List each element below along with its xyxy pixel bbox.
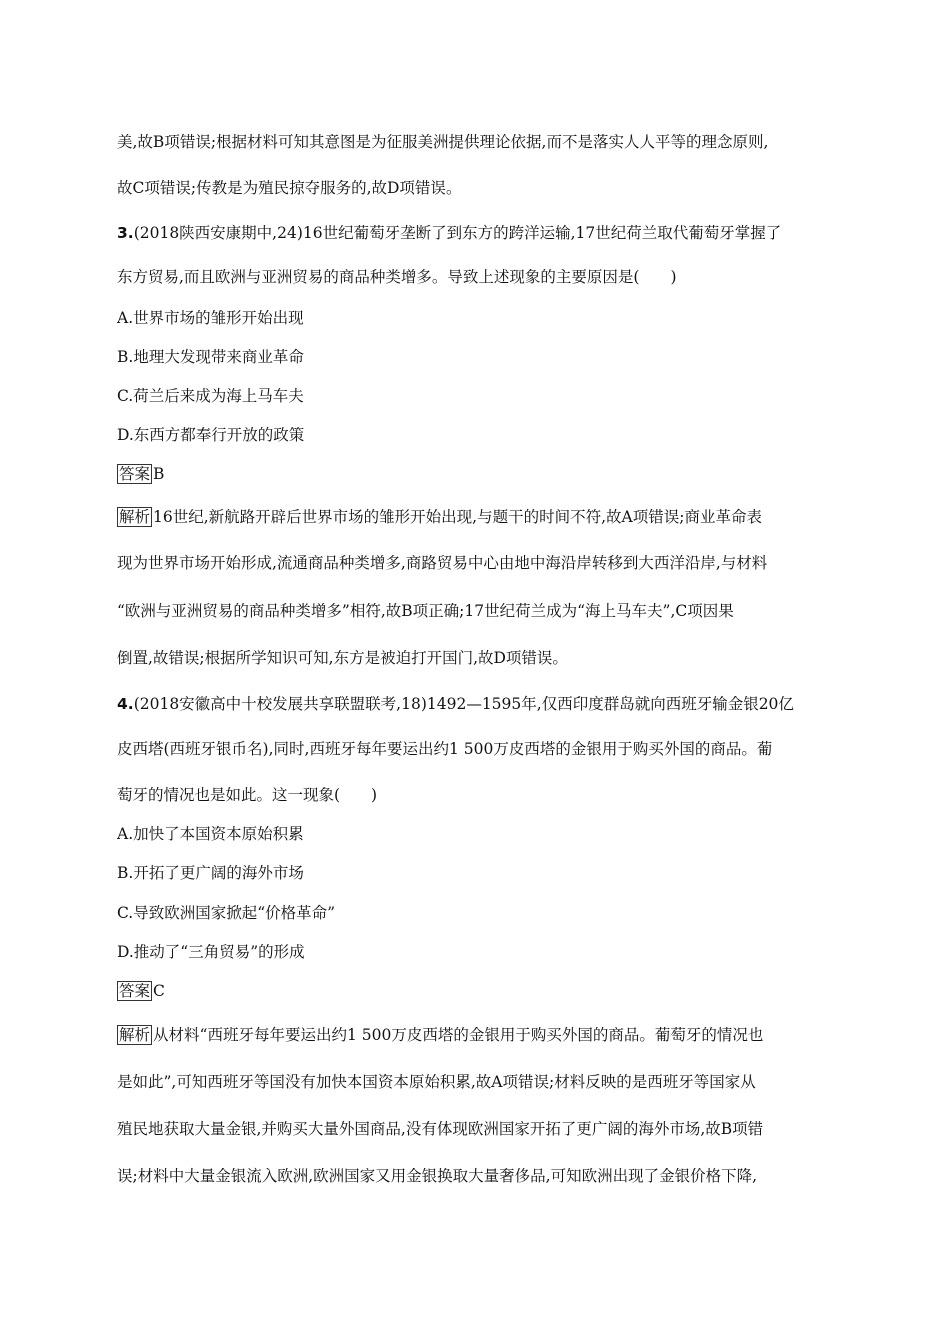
question-4-option-c: C.导致欧洲国家掀起“价格革命” xyxy=(117,904,336,922)
question-4-explanation-text-1: 从材料“西班牙每年要运出约1 500万皮西塔的金银用于购买外国的商品。葡萄牙的情况也 xyxy=(153,1026,764,1044)
question-4-stem-line-3: 萄牙的情况也是如此。这一现象( ) xyxy=(117,786,378,804)
question-3-answer-value: B xyxy=(153,465,165,483)
question-3-explanation-line-3: “欧洲与亚洲贸易的商品种类增多”相符,故B项正确;17世纪荷兰成为“海上马车夫”,C项因果 xyxy=(117,602,734,620)
question-3-option-b: B.地理大发现带来商业革命 xyxy=(117,348,304,366)
question-3-explanation-line-4: 倒置,故错误;根据所学知识可知,东方是被迫打开国门,故D项错误。 xyxy=(117,649,568,667)
question-4-stem-line-1 xyxy=(117,693,837,715)
question-3-explanation-text-1: 16世纪,新航路开辟后世界市场的雏形开始出现,与题干的时间不符,故A项错误;商业革命表 xyxy=(153,508,762,526)
question-4-option-b: B.开拓了更广阔的海外市场 xyxy=(117,864,304,882)
answer-label: 答案 xyxy=(119,982,151,1000)
question-3-answer xyxy=(117,463,837,485)
question-3-option-a: A.世界市场的雏形开始出现 xyxy=(117,309,304,327)
prev-explanation-line-2: 故C项错误;传教是为殖民掠夺服务的,故D项错误。 xyxy=(117,179,462,197)
question-4-answer-value: C xyxy=(153,982,165,1000)
question-3-explanation-line-2: 现为世界市场开始形成,流通商品种类增多,商路贸易中心由地中海沿岸转移到大西洋沿岸,与材料 xyxy=(117,554,768,572)
question-4-explanation-line-1 xyxy=(117,1024,837,1046)
explanation-label: 解析 xyxy=(119,1026,151,1044)
question-4-stem-line-2: 皮西塔(西班牙银币名),同时,西班牙每年要运出约1 500万皮西塔的金银用于购买外国的商品。葡 xyxy=(117,740,773,758)
question-4-answer xyxy=(117,980,837,1002)
question-3-stem-line-1 xyxy=(117,222,837,244)
question-4-option-a: A.加快了本国资本原始积累 xyxy=(117,825,304,843)
question-3-stem-text: (2018陕西安康期中,24)16世纪葡萄牙垄断了到东方的跨洋运输,17世纪荷兰取代葡萄牙掌握了 xyxy=(133,224,782,242)
prev-explanation-line-1: 美,故B项错误;根据材料可知其意图是为征服美洲提供理论依据,而不是落实人人平等的理念原则, xyxy=(117,133,769,151)
question-4-option-d: D.推动了“三角贸易”的形成 xyxy=(117,943,305,961)
question-4-number: 4. xyxy=(117,695,134,713)
question-4-stem-text: (2018安徽高中十校发展共享联盟联考,18)1492—1595年,仅西印度群岛就向西班牙输金银20亿 xyxy=(133,695,794,713)
question-3-stem-line-2: 东方贸易,而且欧洲与亚洲贸易的商品种类增多。导致上述现象的主要原因是( ) xyxy=(117,268,677,286)
answer-label: 答案 xyxy=(119,465,151,483)
question-3-option-c: C.荷兰后来成为海上马车夫 xyxy=(117,387,304,405)
question-3-option-d: D.东西方都奉行开放的政策 xyxy=(117,426,305,444)
explanation-label: 解析 xyxy=(119,508,151,526)
question-4-explanation-line-4: 误;材料中大量金银流入欧洲,欧洲国家又用金银换取大量奢侈品,可知欧洲出现了金银价格下降, xyxy=(117,1167,758,1185)
question-3-explanation-line-1 xyxy=(117,506,837,528)
question-4-explanation-line-2: 是如此”,可知西班牙等国没有加快本国资本原始积累,故A项错误;材料反映的是西班牙等国家从 xyxy=(117,1073,756,1091)
question-3-number: 3. xyxy=(117,224,134,242)
question-4-explanation-line-3: 殖民地获取大量金银,并购买大量外国商品,没有体现欧洲国家开拓了更广阔的海外市场,故B项错 xyxy=(117,1120,764,1138)
